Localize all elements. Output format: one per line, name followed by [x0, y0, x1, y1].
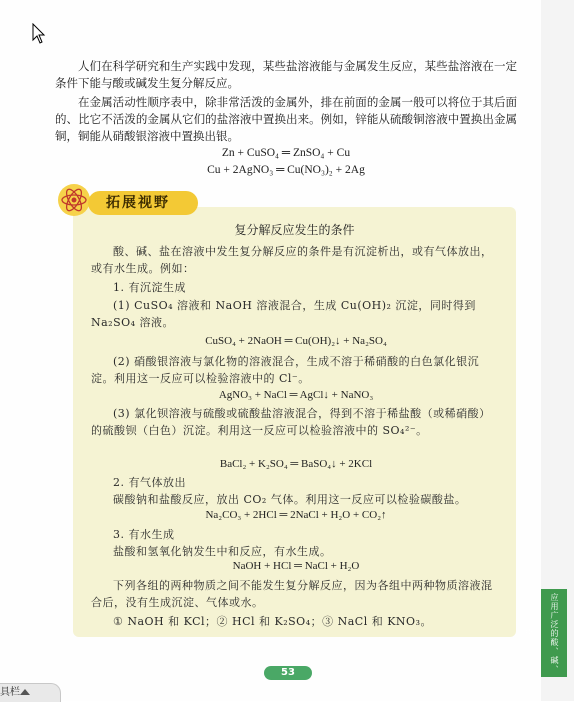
section-gas-heading: 2. 有气体放出 [113, 476, 186, 489]
equation-agno3-nacl: AgNO₃ + NaCl ═ AgCl↓ + NaNO₃ [218, 389, 374, 401]
toolbar-label: 具栏 [0, 687, 20, 698]
chapter-side-tab: 应用广泛的酸、碱、盐 [541, 589, 567, 677]
page-number: 53 [264, 666, 312, 680]
expand-up-icon [20, 689, 30, 695]
equation-cuso4-naoh: CuSO₄ + 2NaOH ═ Cu(OH)₂↓ + Na₂SO₄ [205, 335, 387, 347]
example-cuso4-naoh: (1) CuSO₄ 溶液和 NaOH 溶液混合，生成 Cu(OH)₂ 沉淀，同时得到 Na₂SO₄ 溶液。 [91, 299, 476, 329]
section-water-heading: 3. 有水生成 [113, 528, 175, 541]
equation-naoh-hcl: NaOH + HCl ═ NaCl + H₂O [232, 560, 360, 572]
example-agno3-chloride: (2) 硝酸银溶液与氯化物的溶液混合，生成不溶于稀硝酸的白色氯化银沉淀。利用这一反应可以检验溶液中的 Cl⁻。 [91, 355, 480, 385]
extension-badge: 拓展视野 [88, 191, 198, 215]
toolbar-toggle[interactable] [0, 683, 61, 702]
equation-zn-cuso4: Zn + CuSO₄ ═ ZnSO₄ + Cu [221, 147, 351, 159]
section-precipitate-heading: 1. 有沉淀生成 [113, 281, 186, 294]
question-paragraph: 下列各组的两种物质之间不能发生复分解反应，因为各组中两种物质溶液混合后，没有生成沉淀、气体或水。 [91, 579, 493, 609]
box-intro: 酸、碱、盐在溶液中发生复分解反应的条件是有沉淀析出，或有气体放出，或有水生成。例如： [91, 245, 493, 275]
equation-cu-agno3: Cu + 2AgNO₃ ═ Cu(NO₃)₂ + 2Ag [207, 164, 365, 176]
equation-na2co3-hcl: Na₂CO₃ + 2HCl ═ 2NaCl + H₂O + CO₂↑ [205, 509, 387, 521]
example-bacl2-sulfate: (3) 氯化钡溶液与硫酸或硫酸盐溶液混合，得到不溶于稀盐酸（或稀硝酸）的硫酸钡（白色）沉淀。利用这一反应可以检验溶液中的 SO₄²⁻。 [91, 407, 491, 437]
example-hcl-naoh: 盐酸和氢氧化钠发生中和反应，有水生成。 [113, 545, 332, 558]
intro-paragraph-2: 在金属活动性顺序表中，除非常活泼的金属外，排在前面的金属一般可以将位于其后面的、比它不活泼的金属从它们的盐溶液中置换出来。例如，锌能从硫酸铜溶液中置换出金属铜，铜能从硝酸银溶液中置换出银。 [55, 95, 517, 143]
atom-icon [57, 183, 91, 217]
mouse-pointer-icon [32, 23, 46, 45]
box-title: 复分解反应发生的条件 [234, 223, 355, 237]
intro-paragraph-1: 人们在科学研究和生产实践中发现，某些盐溶液能与金属发生反应，某些盐溶液在一定条件下能与酸或碱发生复分解反应。 [55, 59, 517, 90]
question-options: ① NaOH 和 KCl；② HCl 和 K₂SO₄；③ NaCl 和 KNO₃。 [113, 615, 432, 628]
equation-bacl2-k2so4: BaCl₂ + K₂SO₄ ═ BaSO₄↓ + 2KCl [219, 458, 373, 470]
example-na2co3-hcl: 碳酸钠和盐酸反应，放出 CO₂ 气体。利用这一反应可以检验碳酸盐。 [113, 493, 467, 506]
